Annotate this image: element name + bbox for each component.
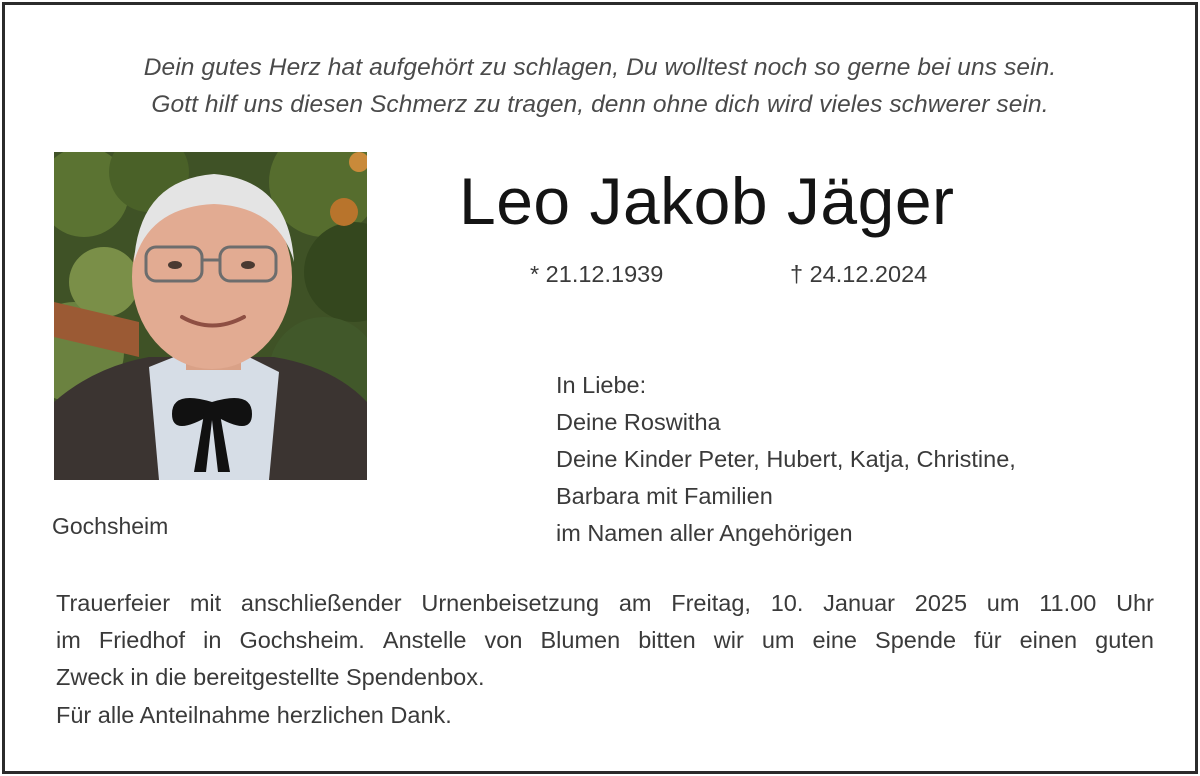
- verse-line-1: Dein gutes Herz hat aufgehört zu schlagen, Du wolltest noch so gerne bei uns sein.: [143, 54, 1057, 81]
- thanks-line: Für alle Anteilnahme herzlichen Dank.: [56, 702, 452, 728]
- notice-word: wir: [713, 627, 744, 653]
- notice-word: Trauerfeier: [56, 590, 171, 616]
- mourner-line: Barbara mit Familien: [556, 483, 773, 509]
- notice-word: für: [974, 627, 1002, 653]
- verse-line-2: Gott hilf uns diesen Schmerz zu tragen, denn ohne dich wird vieles schwerer sein.: [151, 91, 1049, 118]
- mourners-intro: In Liebe:: [556, 372, 647, 398]
- notice-word: Blumen: [540, 627, 621, 653]
- notice-line-1: [56, 585, 1154, 622]
- notice-word: anschließender: [240, 590, 402, 616]
- notice-word: Urnenbeisetzung: [421, 590, 600, 616]
- notice-word: mit: [189, 590, 222, 616]
- place-of-residence: Gochsheim: [52, 513, 169, 539]
- notice-word: bitten: [638, 627, 696, 653]
- notice-word: Gochsheim.: [239, 627, 365, 653]
- mourner-line: im Namen aller Angehörigen: [556, 520, 853, 546]
- notice-word: um: [986, 590, 1020, 616]
- portrait-photo: [54, 152, 367, 480]
- notice-line-2: [56, 622, 1154, 659]
- birth-date: * 21.12.1939: [530, 261, 664, 287]
- obituary-frame: [2, 2, 1198, 774]
- notice-word: von: [484, 627, 523, 653]
- deceased-name: Leo Jakob Jäger: [459, 164, 955, 238]
- notice-word: 10.: [770, 590, 804, 616]
- notice-word: Januar: [823, 590, 895, 616]
- notice-word: einen: [1019, 627, 1078, 653]
- memorial-verse: [5, 49, 1195, 123]
- notice-word: 2025: [914, 590, 968, 616]
- notice-word: um: [761, 627, 795, 653]
- notice-word: Spende: [875, 627, 957, 653]
- notice-word: Uhr: [1116, 590, 1154, 616]
- notice-word: eine: [812, 627, 857, 653]
- notice-word: im: [56, 627, 81, 653]
- notice-line-3: Zweck in die bereitgestellte Spendenbox.: [56, 664, 485, 690]
- notice-word: Anstelle: [382, 627, 467, 653]
- mourner-line: Deine Roswitha: [556, 409, 721, 435]
- funeral-notice: [56, 585, 1156, 696]
- mourners-list: [556, 367, 1016, 552]
- notice-word: Freitag,: [671, 590, 751, 616]
- notice-word: 11.00: [1039, 590, 1097, 616]
- death-date: † 24.12.2024: [790, 261, 928, 287]
- notice-word: guten: [1095, 627, 1154, 653]
- notice-word: in: [203, 627, 222, 653]
- mourner-line: Deine Kinder Peter, Hubert, Katja, Christine,: [556, 446, 1016, 472]
- notice-word: Friedhof: [98, 627, 186, 653]
- notice-word: am: [618, 590, 652, 616]
